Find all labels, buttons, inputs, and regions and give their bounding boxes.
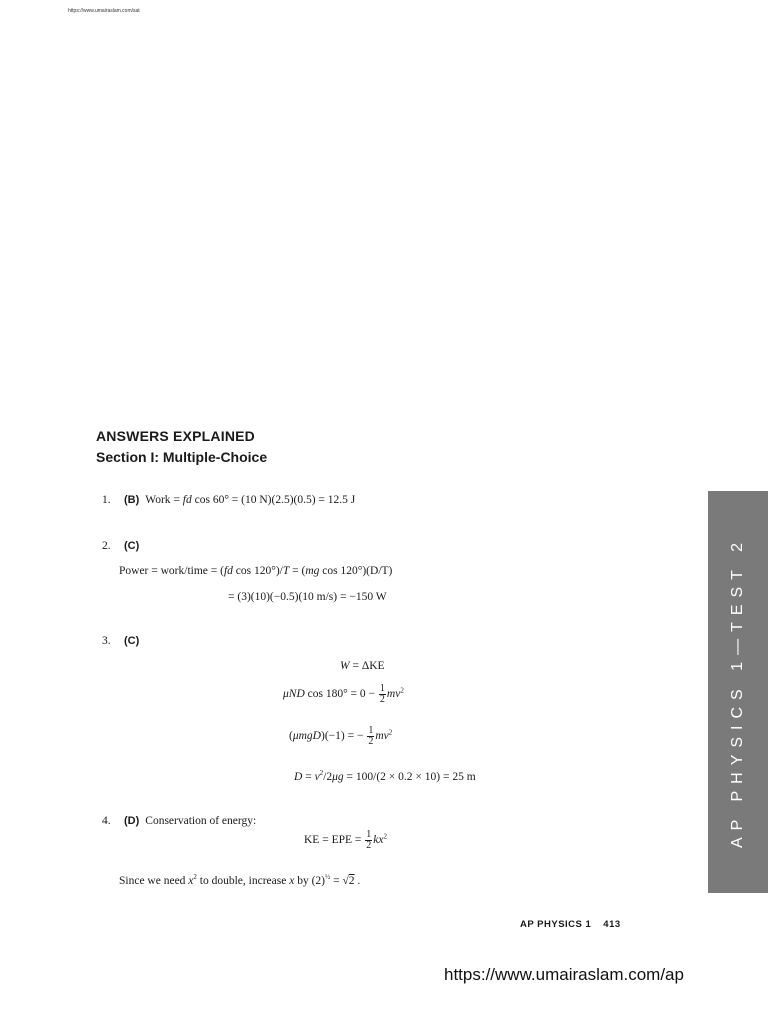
answer-choice: (C) (124, 635, 140, 647)
question-number: 3. (102, 635, 111, 647)
question-number: 2. (102, 540, 111, 552)
q4-explanation: Since we need $x^2$ to double, increase x by $(2)^{\frac{1}{2}} = √2$ . (119, 873, 361, 887)
header-url: https://www.umairaslam.com/sat (68, 8, 140, 14)
question-number: 1. (102, 494, 111, 506)
fraction: $\frac{1}{2}$ (379, 683, 385, 705)
section-title: ANSWERS EXPLAINED (96, 428, 255, 444)
answer-choice: (B) (124, 494, 140, 506)
watermark-url: https://www.umairaslam.com/ap (444, 965, 684, 984)
section-subtitle: Section I: Multiple-Choice (96, 449, 268, 465)
question-number: 4. (102, 815, 111, 827)
page-footer (520, 919, 621, 930)
question-1: 1. (B) Work = fd cos 60° = (10 N)(2.5)(0.5) = 12.5 J (102, 494, 356, 506)
question-4: 4. (D) Conservation of energy: (102, 815, 257, 827)
section-side-tab (708, 491, 768, 893)
q3-equation-2: μND cos 180° = 0 − $\frac{1}{2}$ $mv^2$ (283, 683, 404, 705)
side-tab-label: AP PHYSICS 1—TEST 2 (729, 535, 746, 849)
q4-equation: KE = EPE = $\frac{1}{2}$ $kx^2$ (304, 829, 387, 851)
question-3 (102, 635, 145, 647)
question-2 (102, 540, 145, 552)
q2-equation-line-1: Power = work/time = (fd cos 120°)/T = (mg cos 120°)(D/T) (119, 565, 393, 577)
fraction: $\frac{1}{2}$ (368, 725, 374, 747)
q3-equation-3: (μmgD)(−1) = − $\frac{1}{2}$ $mv^2$ (289, 725, 393, 747)
answer-choice: (C) (124, 540, 140, 552)
footer-title: AP PHYSICS 1 (520, 919, 592, 930)
q2-equation-line-2: = (3)(10)(−0.5)(10 m/s) = −150 W (228, 591, 387, 603)
answer-choice: (D) (124, 815, 140, 827)
fraction: $\frac{1}{2}$ (366, 829, 372, 851)
q3-equation-4: $D = v^2/2\mu g = 100/(2 \times 0.2 \times 10) = 25$ m (294, 769, 476, 783)
page-number: 413 (603, 919, 621, 930)
q3-equation-1: W = ΔKE (340, 660, 385, 672)
